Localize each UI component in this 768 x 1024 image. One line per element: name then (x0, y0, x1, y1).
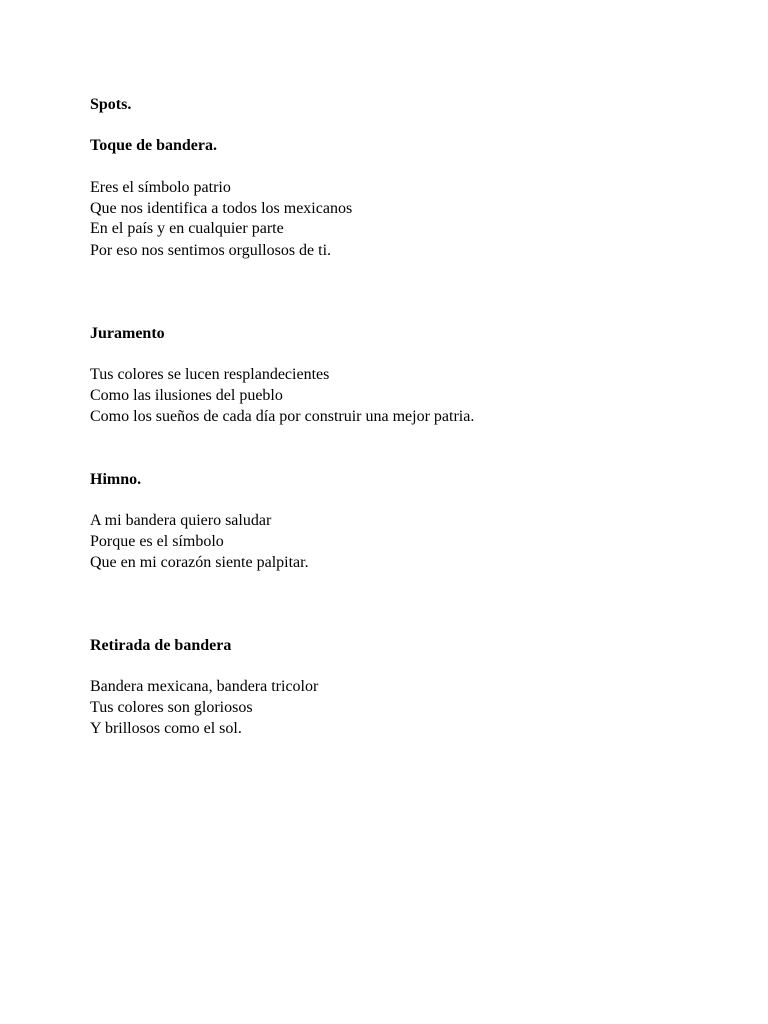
verse-line: Que nos identifica a todos los mexicanos (90, 200, 353, 217)
verse-line: Tus colores son gloriosos (90, 699, 253, 716)
verse-line: Eres el símbolo patrio (90, 179, 231, 196)
verse-line: En el país y en cualquier parte (90, 220, 284, 237)
verse-line: Que en mi corazón siente palpitar. (90, 554, 309, 571)
verse-line: Por eso nos sentimos orgullosos de ti. (90, 242, 332, 259)
section-heading-juramento: Juramento (90, 325, 165, 342)
section-heading-retirada-de-bandera: Retirada de bandera (90, 637, 232, 654)
verse-line: Tus colores se lucen resplandecientes (90, 366, 330, 383)
verse-line: Como los sueños de cada día por construir una mejor patria. (90, 408, 475, 425)
verse-line: Porque es el símbolo (90, 533, 224, 550)
verse-line: A mi bandera quiero saludar (90, 512, 272, 529)
verse-line: Como las ilusiones del pueblo (90, 387, 283, 404)
section-heading-himno: Himno. (90, 471, 142, 488)
verse-line: Y brillosos como el sol. (90, 720, 242, 737)
verse-line: Bandera mexicana, bandera tricolor (90, 678, 319, 695)
document-title: Spots. (90, 96, 132, 113)
section-heading-toque-de-bandera: Toque de bandera. (90, 137, 217, 154)
